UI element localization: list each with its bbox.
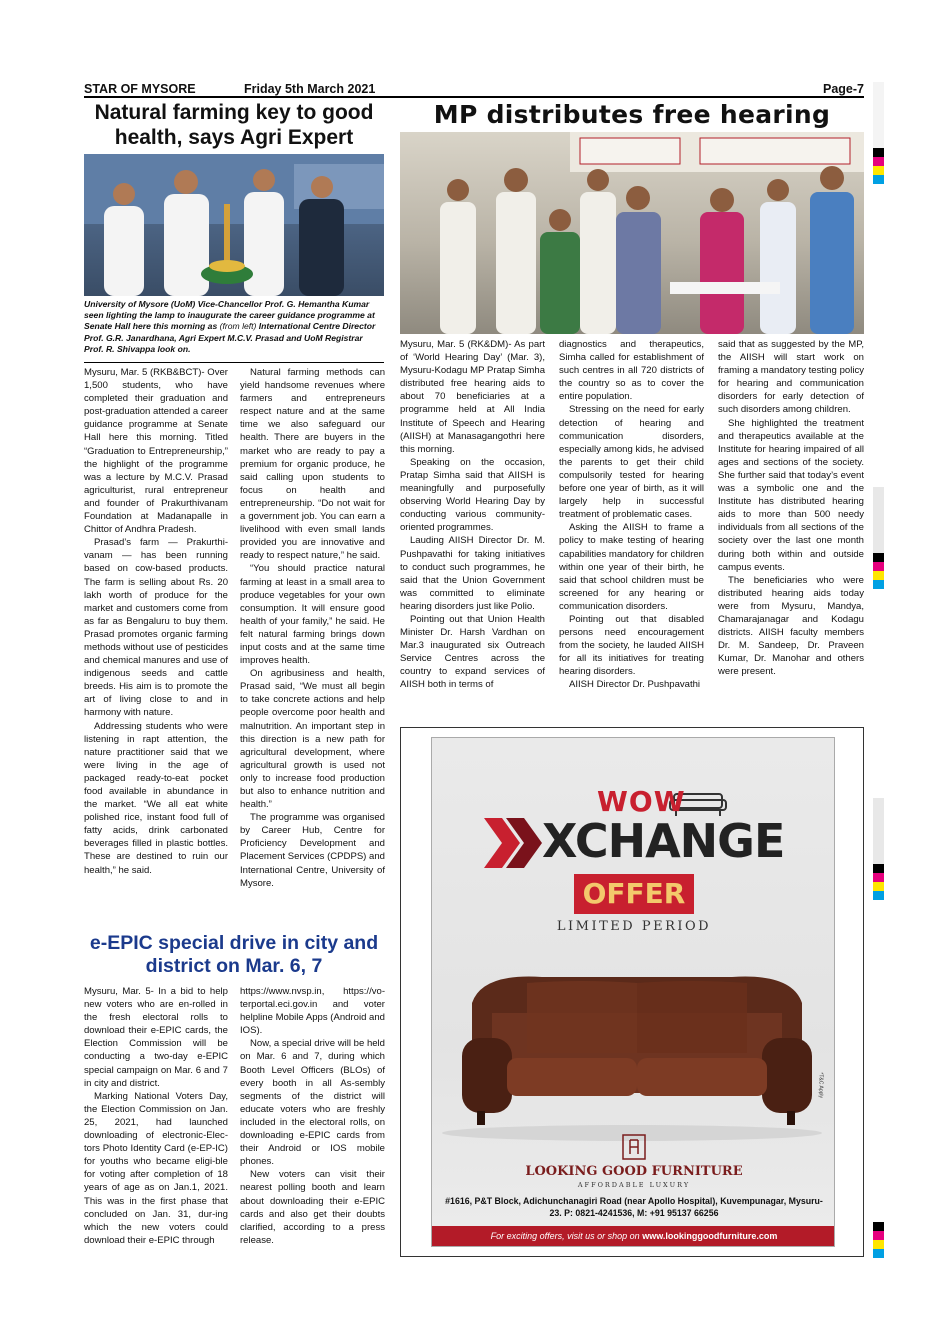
brand-logo-icon xyxy=(622,1134,646,1160)
hearing-column-3 xyxy=(718,338,864,678)
registration-marks-mid xyxy=(873,553,884,589)
hearing-para: She highlighted the treatment and therapeutics available at the Institute for hearing impaired of all ages and sections of the society. She further said that today’s event was a symbolic one and the Institute has distributed hearing aids to more than 500 needy individuals from all sections of the society over the last one month during both within and outside campus events. xyxy=(718,417,864,573)
hearing-para: Mysuru, Mar. 5 (RK&DM)- As part of ‘World Hearing Day’ (Mar. 3), Mysuru-Kodagu MP Pratap Simha distributed free hearing aids to about 70 beneficiaries at a programme held at All India Institute of Speech and Hearing (AIISH) at Manasagangothri here this morning. xyxy=(400,339,545,455)
website-link[interactable]: www.lookinggoodfurniture.com xyxy=(642,1231,778,1241)
hearing-para: Pointing out that disabled persons need encouragement from the society, he lauded AIISH for all its initiatives for treating hearing disorders. xyxy=(559,613,704,678)
epic-para: https://www.nvsp.in, https://vo-terportal.eci.gov.in and voter helpline Mobile Apps (Android and IOS). xyxy=(240,986,385,1037)
farming-para: Prasad’s farm — Prakurthi-vanam — has been running based on cow-based products. The farm is selling about Rs. 20 lakh worth of produce for the market and customers come from as far as Bengaluru to buy them. Prasad promotes organic farming methods without use of pesticides and chemical manures and use of indigenous seeds and cattle breeds. His aim is to promote the art of living close to and in harmony with nature. xyxy=(84,537,228,719)
epic-headline: e-EPIC special drive in city and district on Mar. 6, 7 xyxy=(89,932,379,977)
hearing-headline: MP distributes free hearing xyxy=(433,100,831,129)
epic-para: New voters can visit their nearest polling booth and learn about downloading their e-EPIC cards and also get their doubts clarified, according to a press release. xyxy=(240,1169,385,1246)
leather-sofa-image xyxy=(432,943,835,1153)
farming-photo-caption xyxy=(84,299,384,355)
hearing-para: Stressing on the need for early detection of hearing and communication disorders, especially among kids, he advised the parents to get their child compulsorily tested for hearing before one year of birth, as it will largely help in successful treatment of problematic cases. xyxy=(559,404,704,521)
hearing-para: The beneficiaries who were distributed hearing aids today were from Mysuru, Mandya, Chamarajanagar and Kodagu districts. AIISH faculty members Dr. M. Sandeep, Dr. Praveen Kumar, Dr. Manohar and others were present. xyxy=(718,574,864,678)
epic-para: Now, a special drive will be held on Mar. 6 and 7, during which Booth Level Officers (BLOs) of every booth in all As-sembly segments of the district will educate voters who are freshly included in the electoral rolls, on downloading e-EPIC cards from their Android or IOS mobile phones. xyxy=(240,1038,385,1168)
masthead-bar xyxy=(84,78,864,96)
registration-marks-top xyxy=(873,82,884,184)
xchange-text: XCHANGE xyxy=(542,814,785,868)
farming-column-2 xyxy=(240,366,385,890)
visit-banner[interactable] xyxy=(432,1226,835,1246)
advert-panel xyxy=(431,737,835,1247)
grey-marker-2 xyxy=(873,798,884,864)
farming-headline: Natural farming key to good health, says Agri Expert xyxy=(94,101,374,149)
store-address: #1616, P&T Block, Adichunchanagiri Road (near Apollo Hospital), Kuvempunagar, Mysuru-23. P: 0821-4241536, M: +91 95137 66256 xyxy=(445,1196,823,1218)
lamp-lighting-photo-illustration xyxy=(84,154,384,296)
limited-period-text: LIMITED PERIOD xyxy=(556,919,712,934)
page-number: Page-7 xyxy=(823,82,864,96)
farming-para: The programme was organised by Career Hub, Centre for Proficiency Development and Placement Services (CPDPS) and International Centre, University of Mysore. xyxy=(240,812,385,889)
farming-para: Mysuru, Mar. 5 (RKB&BCT)- Over 1,500 students, who have completed their graduation and post-graduation attended a career guidance programme at Senate Hall here this morning. Titled “Graduation to Entrepreneurship,” the highlight of the programme was a lecture by M.C.V. Prasad agriculturist, rural entrepreneur and founder of Prakurthivanam Foundation at Madanapalle in Chittor of Andhra Pradesh. xyxy=(84,367,228,536)
farming-para: On agribusiness and health, Prasad said, “We must all begin to take concrete actions and help people overcome poor health and malnutrition. An important step in this direction is a new path for agricultural development, where agricultural growth is used not only to increase food production but also to enhance nutrition and health.” xyxy=(240,668,385,811)
caption-rule xyxy=(84,362,384,363)
caption-part-1: University of Mysore (UoM) Vice-Chancellor Prof. G. Hemantha Kumar seen lighting the lamp to inaugurate the career guidance programme at Senate Hall here this morning as xyxy=(84,299,375,332)
epic-column-2 xyxy=(240,985,385,1247)
farming-para: Natural farming methods can yield handsome revenues where farmers and entrepreneurs respect nature and at the same time we also safeguard our health. There are buyers in the market who are ready to pay a premium for organic produce, he said calling upon students to focus on health and entrepreneurship. “Do not wait for a government job. You can earn a livelihood with even small lands provided you are innovative and ready to respect nature,” he said. xyxy=(240,367,385,562)
farming-column-1 xyxy=(84,366,228,877)
hearing-para: Asking the AIISH to frame a policy to make testing of hearing capabilities mandatory for children within one year of their birth, he said that school children must be screened for any hearing or communication disorders. xyxy=(559,522,704,612)
hearing-column-1 xyxy=(400,338,545,692)
hearing-para: Speaking on the occasion, Pratap Simha said that AIISH is meaningfully and purposefully observing World Hearing Day by conducting various community-oriented programmes. xyxy=(400,456,545,534)
hearing-para: Lauding AIISH Director Dr. M. Pushpavathi for taking initiatives to conduct such programmes, he said that the Union Government was committed to eliminate hearing disorders just like Polio. xyxy=(400,535,545,612)
registration-marks-bottom xyxy=(873,1222,884,1258)
chevron-arrows-icon xyxy=(484,818,544,868)
hearing-para: said that as suggested by the MP, the AIISH will start work on framing a mandatory testing policy for hearing and communication disorders for early detection of such disorders among children. xyxy=(718,339,864,416)
epic-para: Marking National Voters Day, the Election Commission on Jan. 25, 2021, had launched downloading of electronic-Elec-tors Photo Identity Card (e-EP-IC) for youths who became eligi-ble for voting after completion of 18 years of age as on Jan.1, 2021. This was in the first phase that concluded on Jan. 31, dur-ing which the new voters could download their e-EPIC through xyxy=(84,1090,228,1246)
offer-badge: OFFER xyxy=(574,874,694,914)
brand-tagline: AFFORDABLE LUXURY xyxy=(577,1181,691,1189)
paper-name: STAR OF MYSORE xyxy=(84,82,196,96)
hearing-aid-distribution-illustration xyxy=(400,132,864,334)
grey-marker xyxy=(873,487,884,553)
brand-name: LOOKING GOOD FURNITURE xyxy=(525,1164,743,1179)
hearing-column-2 xyxy=(559,338,704,692)
farming-para: “You should practice natural farming at least in a small area to produce vegetables for your own consumption. It will ensure good health of your family,” he said. He felt natural farming brings down input costs and at the same time improves health. xyxy=(240,563,385,667)
caption-part-3: International Centre Director Prof. G.R. Janardhana, Agri Expert M.C.V. Prasad and UoM Registrar Prof. R. Shivappa look on. xyxy=(84,321,376,354)
furniture-advert[interactable] xyxy=(400,727,864,1257)
issue-date: Friday 5th March 2021 xyxy=(244,82,376,96)
epic-para: Mysuru, Mar. 5- In a bid to help new voters who are en-rolled in the fresh electoral rolls to download their e-EPIC cards, the Election Commission will be conducting a two-day e-EPIC special campaign on Mar. 6 and 7 in city and district. xyxy=(84,986,228,1089)
hearing-aids-photo xyxy=(400,132,864,334)
epic-column-1 xyxy=(84,985,228,1247)
hearing-para: diagnostics and therapeutics, Simha called for establishment of such centres in all 720 districts of the country so as to cover the entire population. xyxy=(559,339,704,403)
farming-para: Addressing students who were listening in rapt attention, the nature practitioner said that we were living in the age of packaged ready-to-eat pocket food available in abundance in the market. “We all eat white polished rice, instant food full of fatty acids, drink carbonated beverages filled in plastic bottles. These are destined to ruin our health,” he said. xyxy=(84,720,228,876)
hearing-para: Pointing out that Union Health Minister Dr. Harsh Vardhan on Mar.3 inaugurated six Outreach Service Centres across the country to expand services of AIISH both in terms of xyxy=(400,613,545,691)
registration-marks-low xyxy=(873,864,884,900)
visit-prefix: For exciting offers, visit us or shop on xyxy=(490,1231,640,1241)
wow-text: WOW xyxy=(597,785,686,818)
terms-note: *T&C Apply xyxy=(818,1072,824,1098)
farming-photo xyxy=(84,154,384,296)
caption-part-2: (from left) xyxy=(219,321,257,332)
hearing-para: AIISH Director Dr. Pushpavathi xyxy=(569,679,701,691)
